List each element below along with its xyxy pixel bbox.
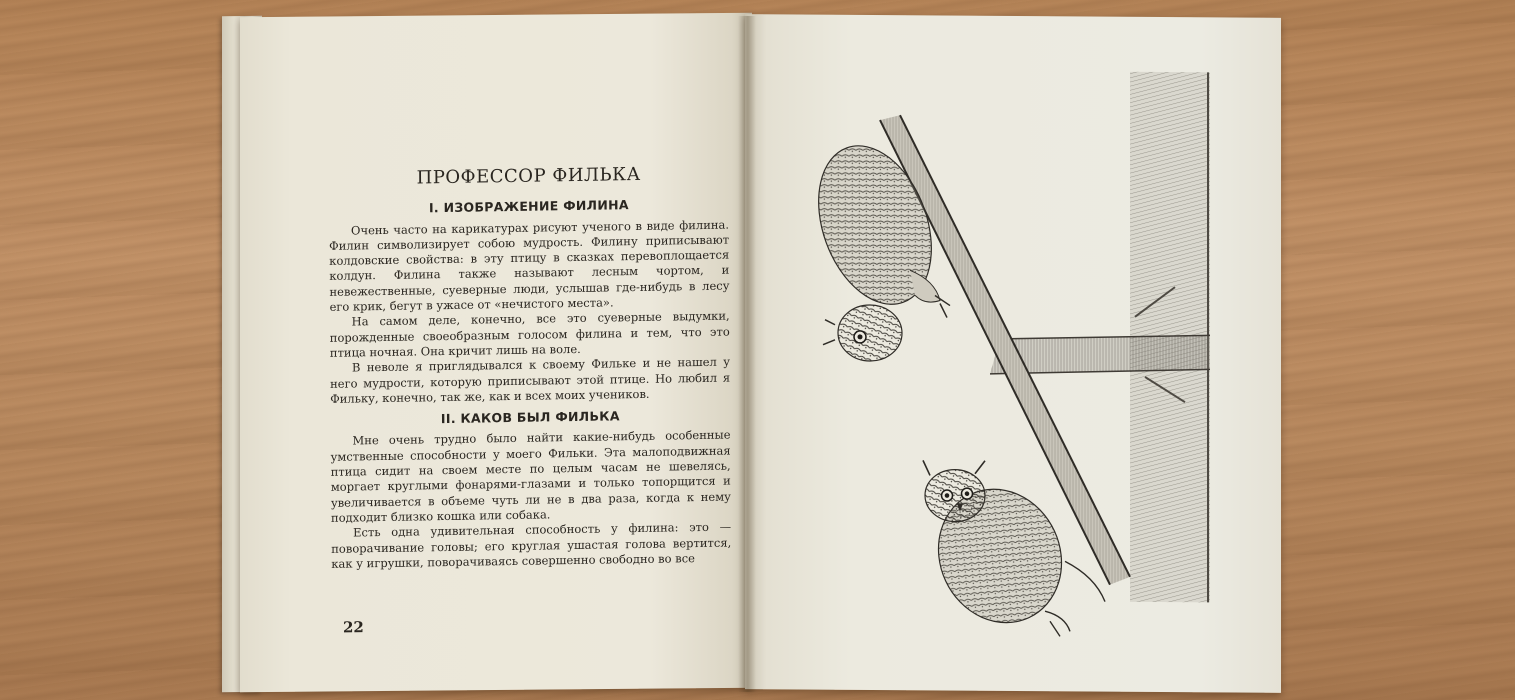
- book-gutter: [738, 16, 756, 692]
- page-number: 22: [343, 618, 364, 637]
- paragraph: Очень часто на карикатурах рисуют ученого в виде филина. Филин символизирует собою мудрость. Филину приписывают колдовские свойства: в эту птицу в сказках перевоплощается колдун. Филина также называют лесным чортом, и невежественные, суеверные люди, услышав где-нибудь в лесу его крик, бегут в ужасе от «нечистого места».: [329, 217, 730, 314]
- right-page: [745, 14, 1281, 693]
- paragraph: Есть одна удивительная способность у филина: это — поворачивание головы; его круглая ушастая голова вертится, как у игрушки, поворачиваясь совершенно свободно во все: [331, 519, 732, 571]
- paragraph: В неволе я приглядывался к своему Фильке и не нашел у него мудрости, которую приписывают этой птице. Но любил я Фильку, конечно, так же, как и всех моих учеников.: [330, 354, 731, 406]
- chapter-title: ПРОФЕССОР ФИЛЬКА: [416, 163, 641, 189]
- paragraph: Мне очень трудно было найти какие-нибудь особенные умственные способности у моего Фильки. Эта малоподвижная птица сидит на своем месте по целым часам не шевелясь, моргает круглыми фонарями-глазами и только топорщится и увеличивается в объеме чуть ли не в два раза, когда к нему подходит близко кошка или собака.: [330, 428, 731, 525]
- text-block: [329, 163, 732, 572]
- section-heading-1: I. ИЗОБРАЖЕНИЕ ФИЛИНА: [428, 197, 629, 216]
- left-page: [240, 13, 752, 692]
- owl-upper: [798, 130, 952, 362]
- paragraph: На самом деле, конечно, все это суеверные выдумки, порожденные своеобразным голосом филина и тем, что это птица ночная. Она кричит лишь на воле.: [329, 308, 730, 360]
- section-heading-2: II. КАКОВ БЫЛ ФИЛЬКА: [440, 408, 620, 427]
- owls-illustration: [775, 54, 1245, 657]
